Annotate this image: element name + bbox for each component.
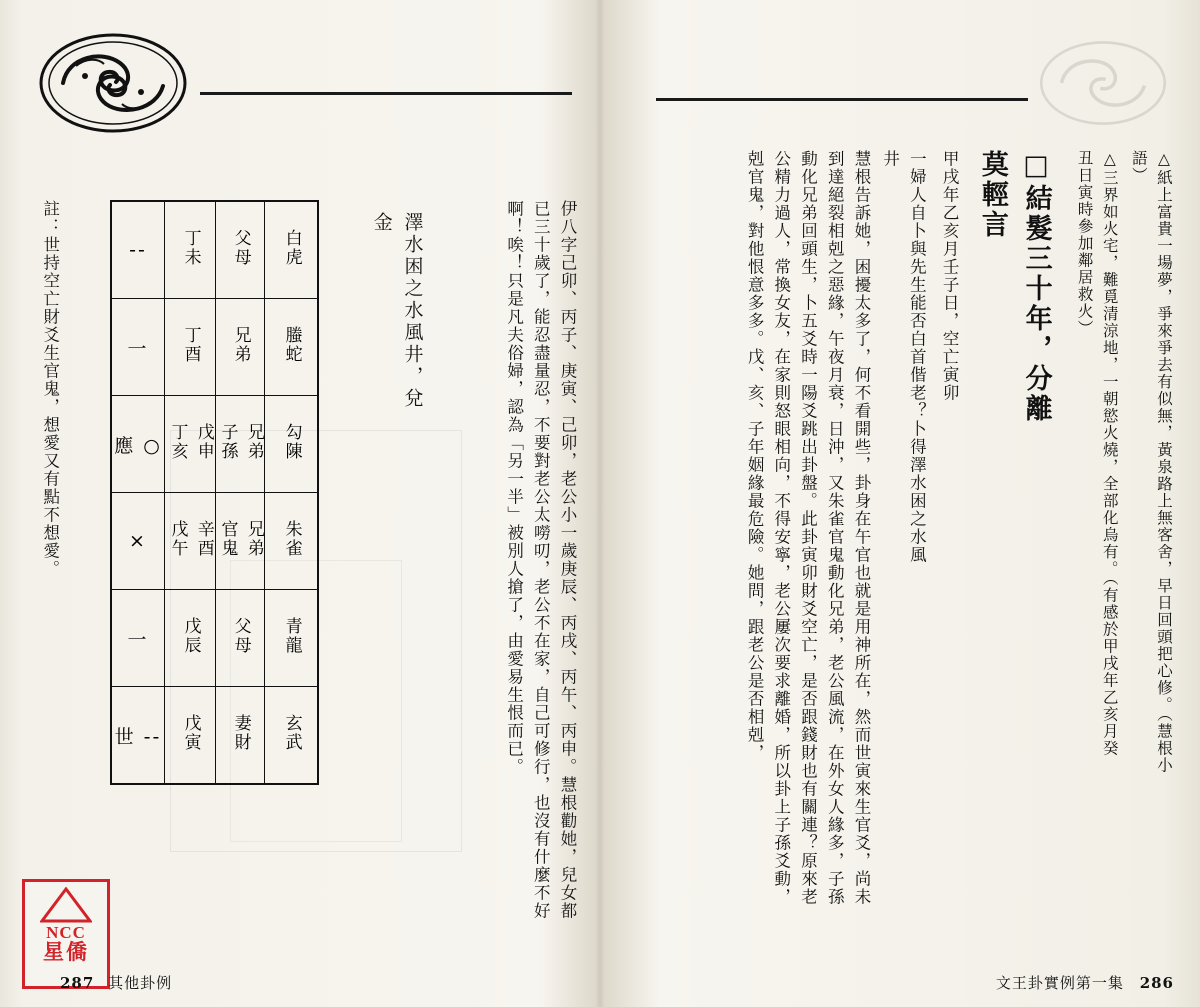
margin-note-2 (1072, 150, 1122, 940)
cell-world-mark: 一 (111, 299, 165, 396)
header-rule (200, 92, 572, 95)
hexagram-title-text: 澤水困之水風井，兌金 (370, 212, 424, 410)
cell-world-mark: 世 -- (111, 687, 165, 785)
right-page-body (636, 150, 1176, 940)
left-page-footer-label: 其他卦例 (108, 974, 173, 992)
cell-stem: 戊午 辛酉 (165, 493, 216, 590)
note-label: 註： (40, 200, 60, 236)
cell-relation: 父母 (216, 201, 265, 299)
section-heading-text: □結髮三十年，分離莫輕言 (976, 150, 1052, 424)
main-body (544, 150, 874, 940)
right-page-number: 286 (1139, 974, 1174, 992)
margin-note-1-text: △紙上富貴一場夢，爭來爭去有似無，黃泉路上無客舍，早日回頭把心修。（慧根小語） (1129, 150, 1173, 774)
cell-relation: 官鬼 兄弟 (216, 493, 265, 590)
table-row (111, 299, 318, 396)
cell-stem: 丁亥 戊申 (165, 396, 216, 493)
left-page-footer (60, 972, 172, 993)
ghost-ornament-icon (1028, 28, 1178, 138)
ncc-stamp-line2: 星僑 (43, 939, 89, 964)
question-line-text: 一婦人自卜與先生能否白首偕老？卜得澤水困之水風井 (880, 150, 927, 564)
cell-relation: 兄弟 (216, 299, 265, 396)
table-row (111, 201, 318, 299)
table-row (111, 493, 318, 590)
cell-stem: 丁未 (165, 201, 216, 299)
cell-relation: 父母 (216, 590, 265, 687)
cell-beast: 白虎 (265, 201, 319, 299)
ornament-medallion-icon (28, 28, 198, 138)
cell-world-mark: 一 (111, 590, 165, 687)
cell-relation: 子孫 兄弟 (216, 396, 265, 493)
table-row (111, 396, 318, 493)
cell-stem: 丁酉 (165, 299, 216, 396)
right-page-footer-label: 文王卦實例第一集 (995, 974, 1124, 992)
date-line (935, 150, 962, 940)
commentary-text: 伊八字己卯、丙子、庚寅、己卯，老公小一歲庚辰、丙戌、丙午、丙申。慧根勸她，兒女都已三十歲了，能忍盡量忍，不要對老公太嘮叨，老公不在家，自己可修行，也沒有什麼不好啊！唉！只是凡夫俗婦，認為「另一半」被別人搶了，由愛易生恨而已。 (504, 200, 577, 920)
margin-note-1 (1126, 150, 1176, 940)
left-page-number: 287 (60, 974, 95, 992)
cell-beast: 青龍 (265, 590, 319, 687)
hexagram-title (366, 212, 428, 432)
main-body-text: 慧根告訴她，困擾太多了，何不看開些，卦身在午官也就是用神所在，然而世寅來生官爻，尚未到達絕裂相剋之惡緣，午夜月衰，日沖，又朱雀官鬼動化兄弟，老公風流，在外女人緣多，子孫動化兄弟回頭生，卜五爻時一陽爻跳出卦盤。此卦寅卯財爻空亡，是否跟錢財也有關連？原來老公精力過人，常換女友，在家則怒眼相向，不得安寧，老公屢次要求離婚，所以卦上子孫爻動，剋官鬼，對他恨意多多。戊、亥、子年姻緣最危險。她問，跟老公是否相剋， (745, 150, 871, 906)
note-text: 世持空亡財爻生官鬼，想愛又有點不想愛。 (40, 236, 60, 578)
cell-world-mark: × (111, 493, 165, 590)
question-line (876, 150, 929, 940)
cell-stem: 戊寅 (165, 687, 216, 785)
section-heading (962, 150, 1067, 940)
triangle-icon (40, 887, 92, 923)
table-row (111, 590, 318, 687)
right-page (600, 0, 1200, 1007)
cell-world-mark: 應 ○ (111, 396, 165, 493)
date-line-text: 甲戌年乙亥月壬子日，空亡寅卯 (940, 150, 960, 402)
hexagram-table (110, 200, 319, 785)
cell-relation: 妻財 (216, 687, 265, 785)
ncc-stamp-line1: NCC (46, 923, 86, 942)
margin-note-2-text: △三界如火宅，難覓清涼地，一朝慾火燒，全部化烏有。（有感於甲戌年乙亥月癸丑日寅時參加鄰居救火） (1075, 150, 1119, 757)
cell-stem: 戊辰 (165, 590, 216, 687)
note-block (36, 200, 63, 760)
right-page-footer (996, 972, 1174, 993)
cell-world-mark: -- (111, 201, 165, 299)
cell-beast: 勾陳 (265, 396, 319, 493)
cell-beast: 螣蛇 (265, 299, 319, 396)
header-rule (656, 98, 1028, 101)
table-row (111, 687, 318, 785)
cell-beast: 玄武 (265, 687, 319, 785)
cell-beast: 朱雀 (265, 493, 319, 590)
